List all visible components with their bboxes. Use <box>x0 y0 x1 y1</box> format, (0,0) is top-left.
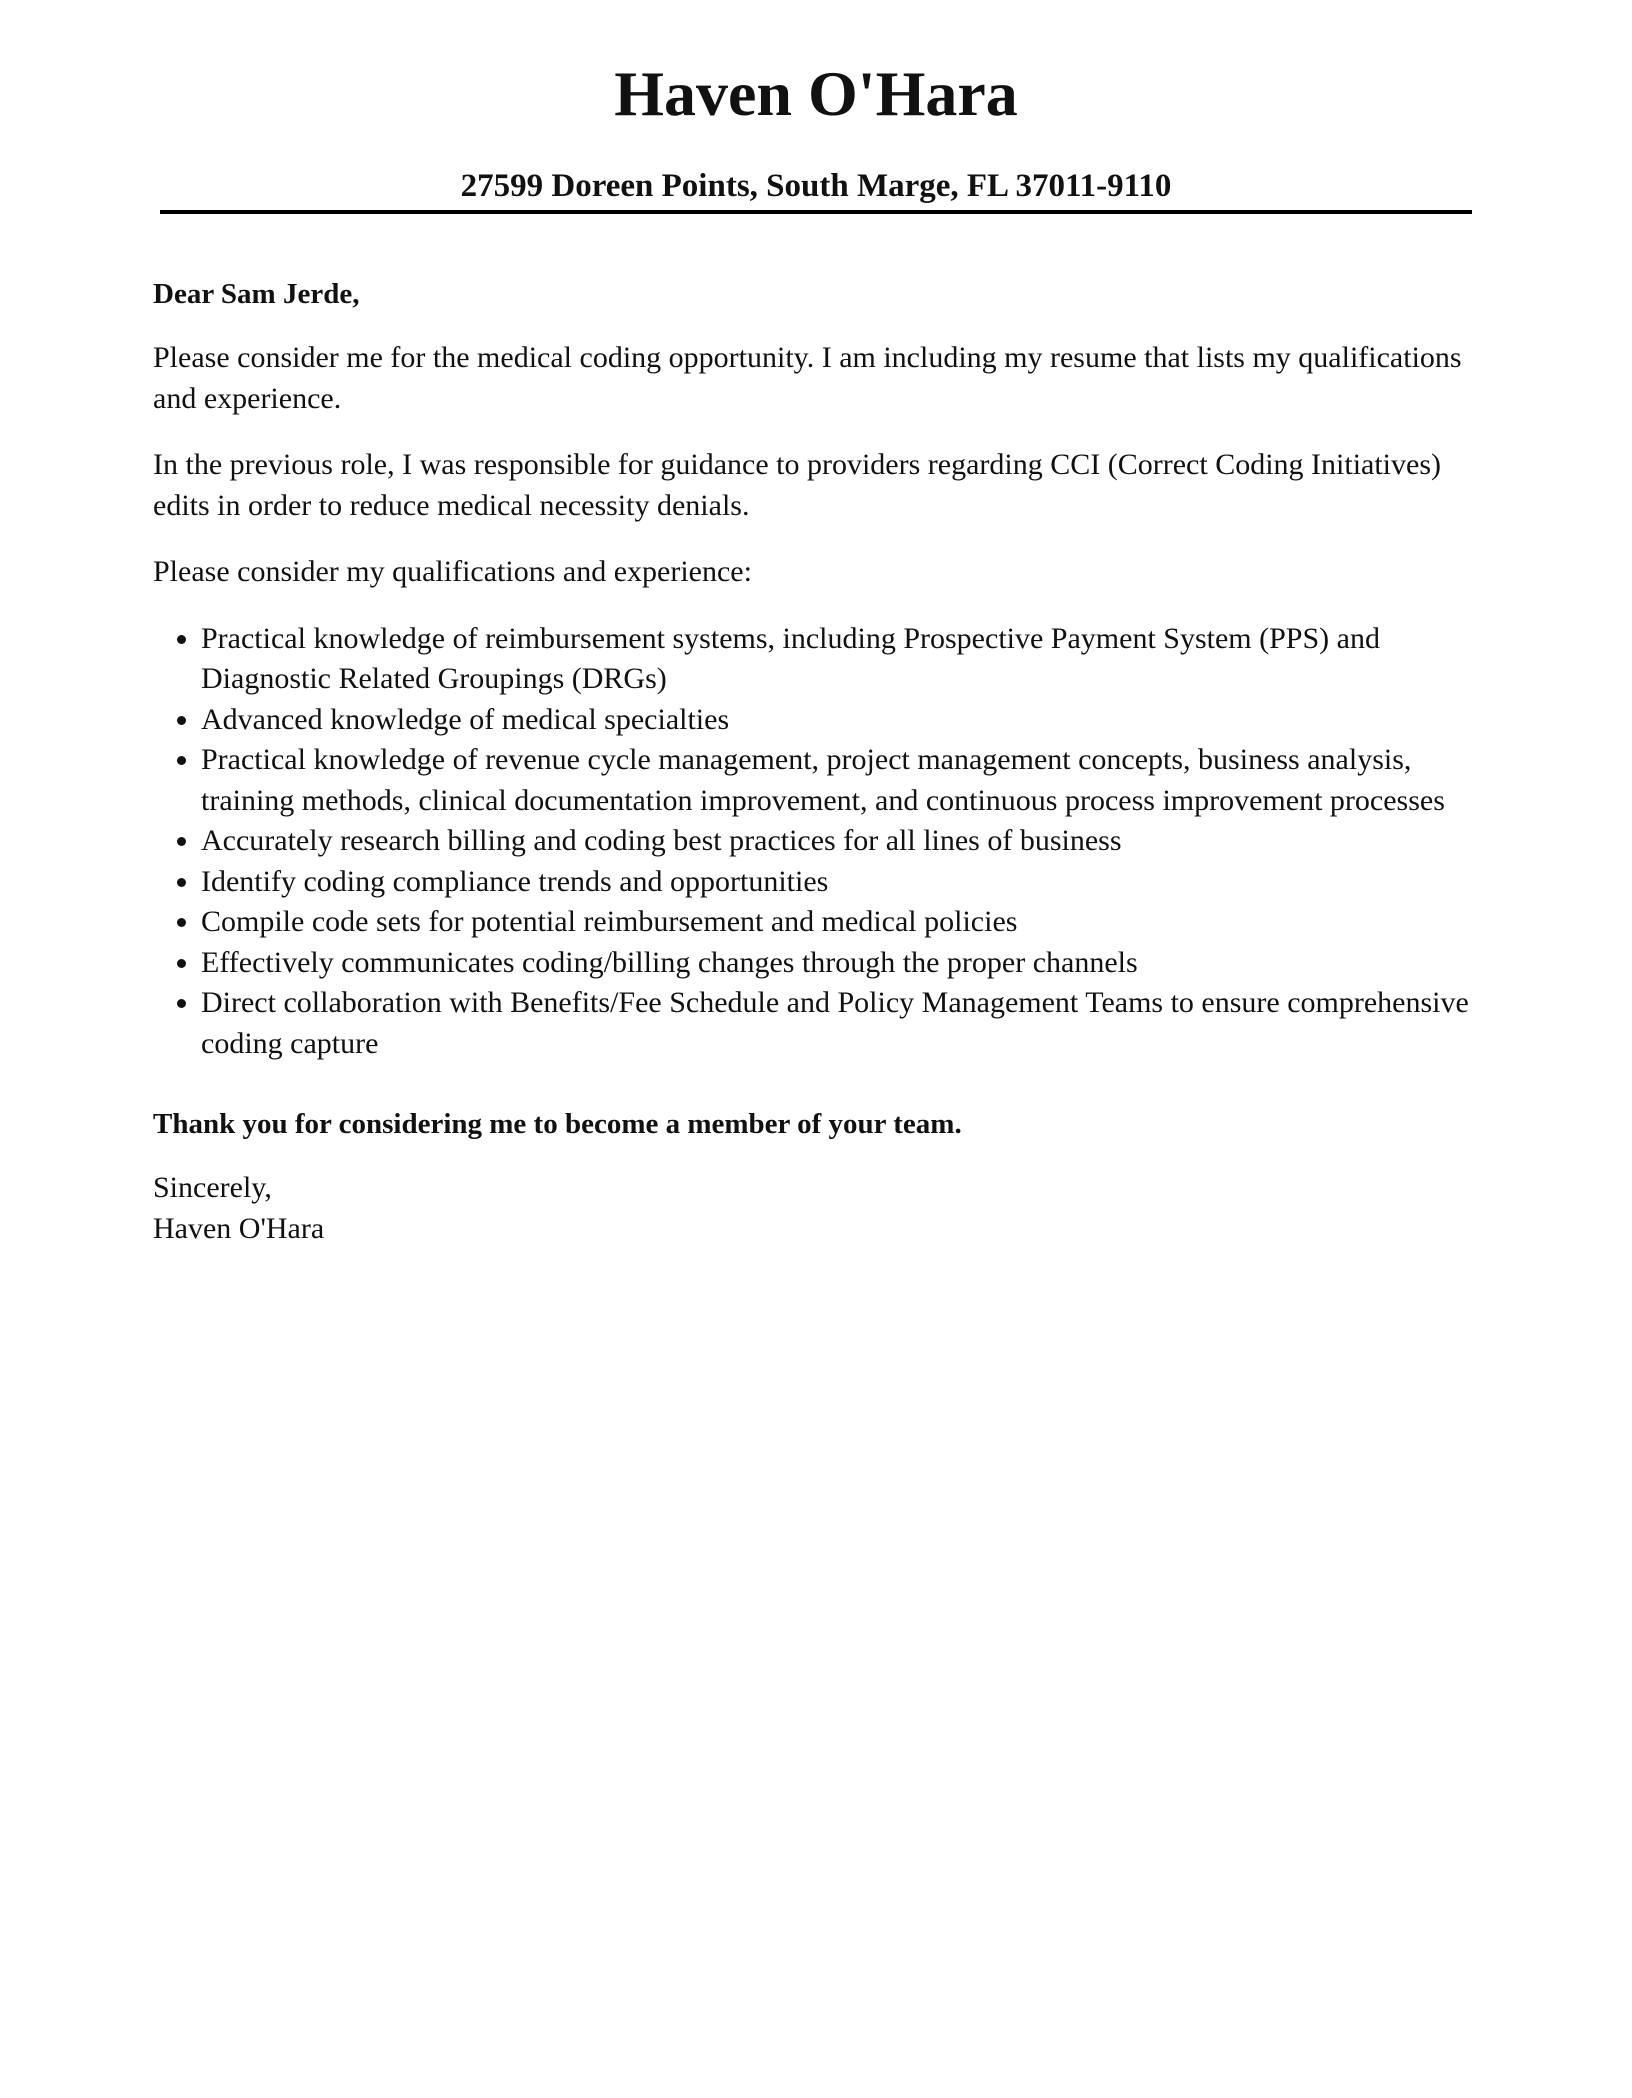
list-item: • Practical knowledge of revenue cycle management, project management concepts, business analysis, training methods, clinical documentation improvement, and continuous process improvement processes <box>201 740 1493 821</box>
list-item: • Direct collaboration with Benefits/Fee Schedule and Policy Management Teams to ensure comprehensive coding capture <box>201 983 1493 1064</box>
signoff-text: Sincerely, <box>153 1171 272 1204</box>
applicant-address: 27599 Doreen Points, South Marge, FL 37011-9110 <box>460 168 1172 204</box>
letter-body <box>153 274 1493 1249</box>
closing-statement: Thank you for considering me to become a member of your team. <box>153 1108 962 1140</box>
intro-paragraph: Please consider me for the medical coding opportunity. I am including my resume that lists my qualifications and experience. <box>153 341 1462 415</box>
experience-paragraph: In the previous role, I was responsible for guidance to providers regarding CCI (Correct Coding Initiatives) edits in order to reduce medical necessity denials. <box>153 448 1441 522</box>
salutation: Dear Sam Jerde, <box>153 278 360 310</box>
applicant-name: Haven O'Hara <box>614 58 1018 129</box>
qualifications-list <box>153 619 1493 1065</box>
list-item: • Advanced knowledge of medical specialties <box>201 700 1493 741</box>
signoff <box>153 1168 1493 1249</box>
list-item: • Identify coding compliance trends and opportunities <box>201 862 1493 903</box>
list-item: • Effectively communicates coding/billing changes through the proper channels <box>201 943 1493 984</box>
qualifications-lead-in: Please consider my qualifications and experience: <box>153 555 752 588</box>
signature-name: Haven O'Hara <box>153 1211 325 1245</box>
list-item: • Practical knowledge of reimbursement systems, including Prospective Payment System (PPS) and Diagnostic Related Groupings (DRGs) <box>201 619 1493 700</box>
header-divider <box>160 210 1472 214</box>
list-item: • Compile code sets for potential reimbursement and medical policies <box>201 902 1493 943</box>
list-item: • Accurately research billing and coding best practices for all lines of business <box>201 821 1493 862</box>
